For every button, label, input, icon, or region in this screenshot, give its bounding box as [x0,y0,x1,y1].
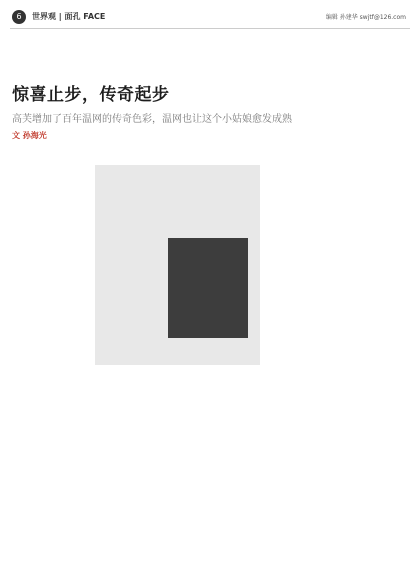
page-number: 6 [12,10,26,24]
editor-credit: 编辑 孙建华 swjtf@126.com [325,14,406,21]
article-title: 惊喜止步，传奇起步 [12,85,170,105]
photo-caption [168,238,248,338]
section-label: 世界观 | 面孔 FACE [32,12,106,21]
page-header [10,8,410,26]
article-author: 文 孙海光 [12,131,47,140]
header-divider [10,28,410,29]
article-subtitle: 高芙增加了百年温网的传奇色彩，温网也让这个小姑娘愈发成熟 [12,114,292,125]
